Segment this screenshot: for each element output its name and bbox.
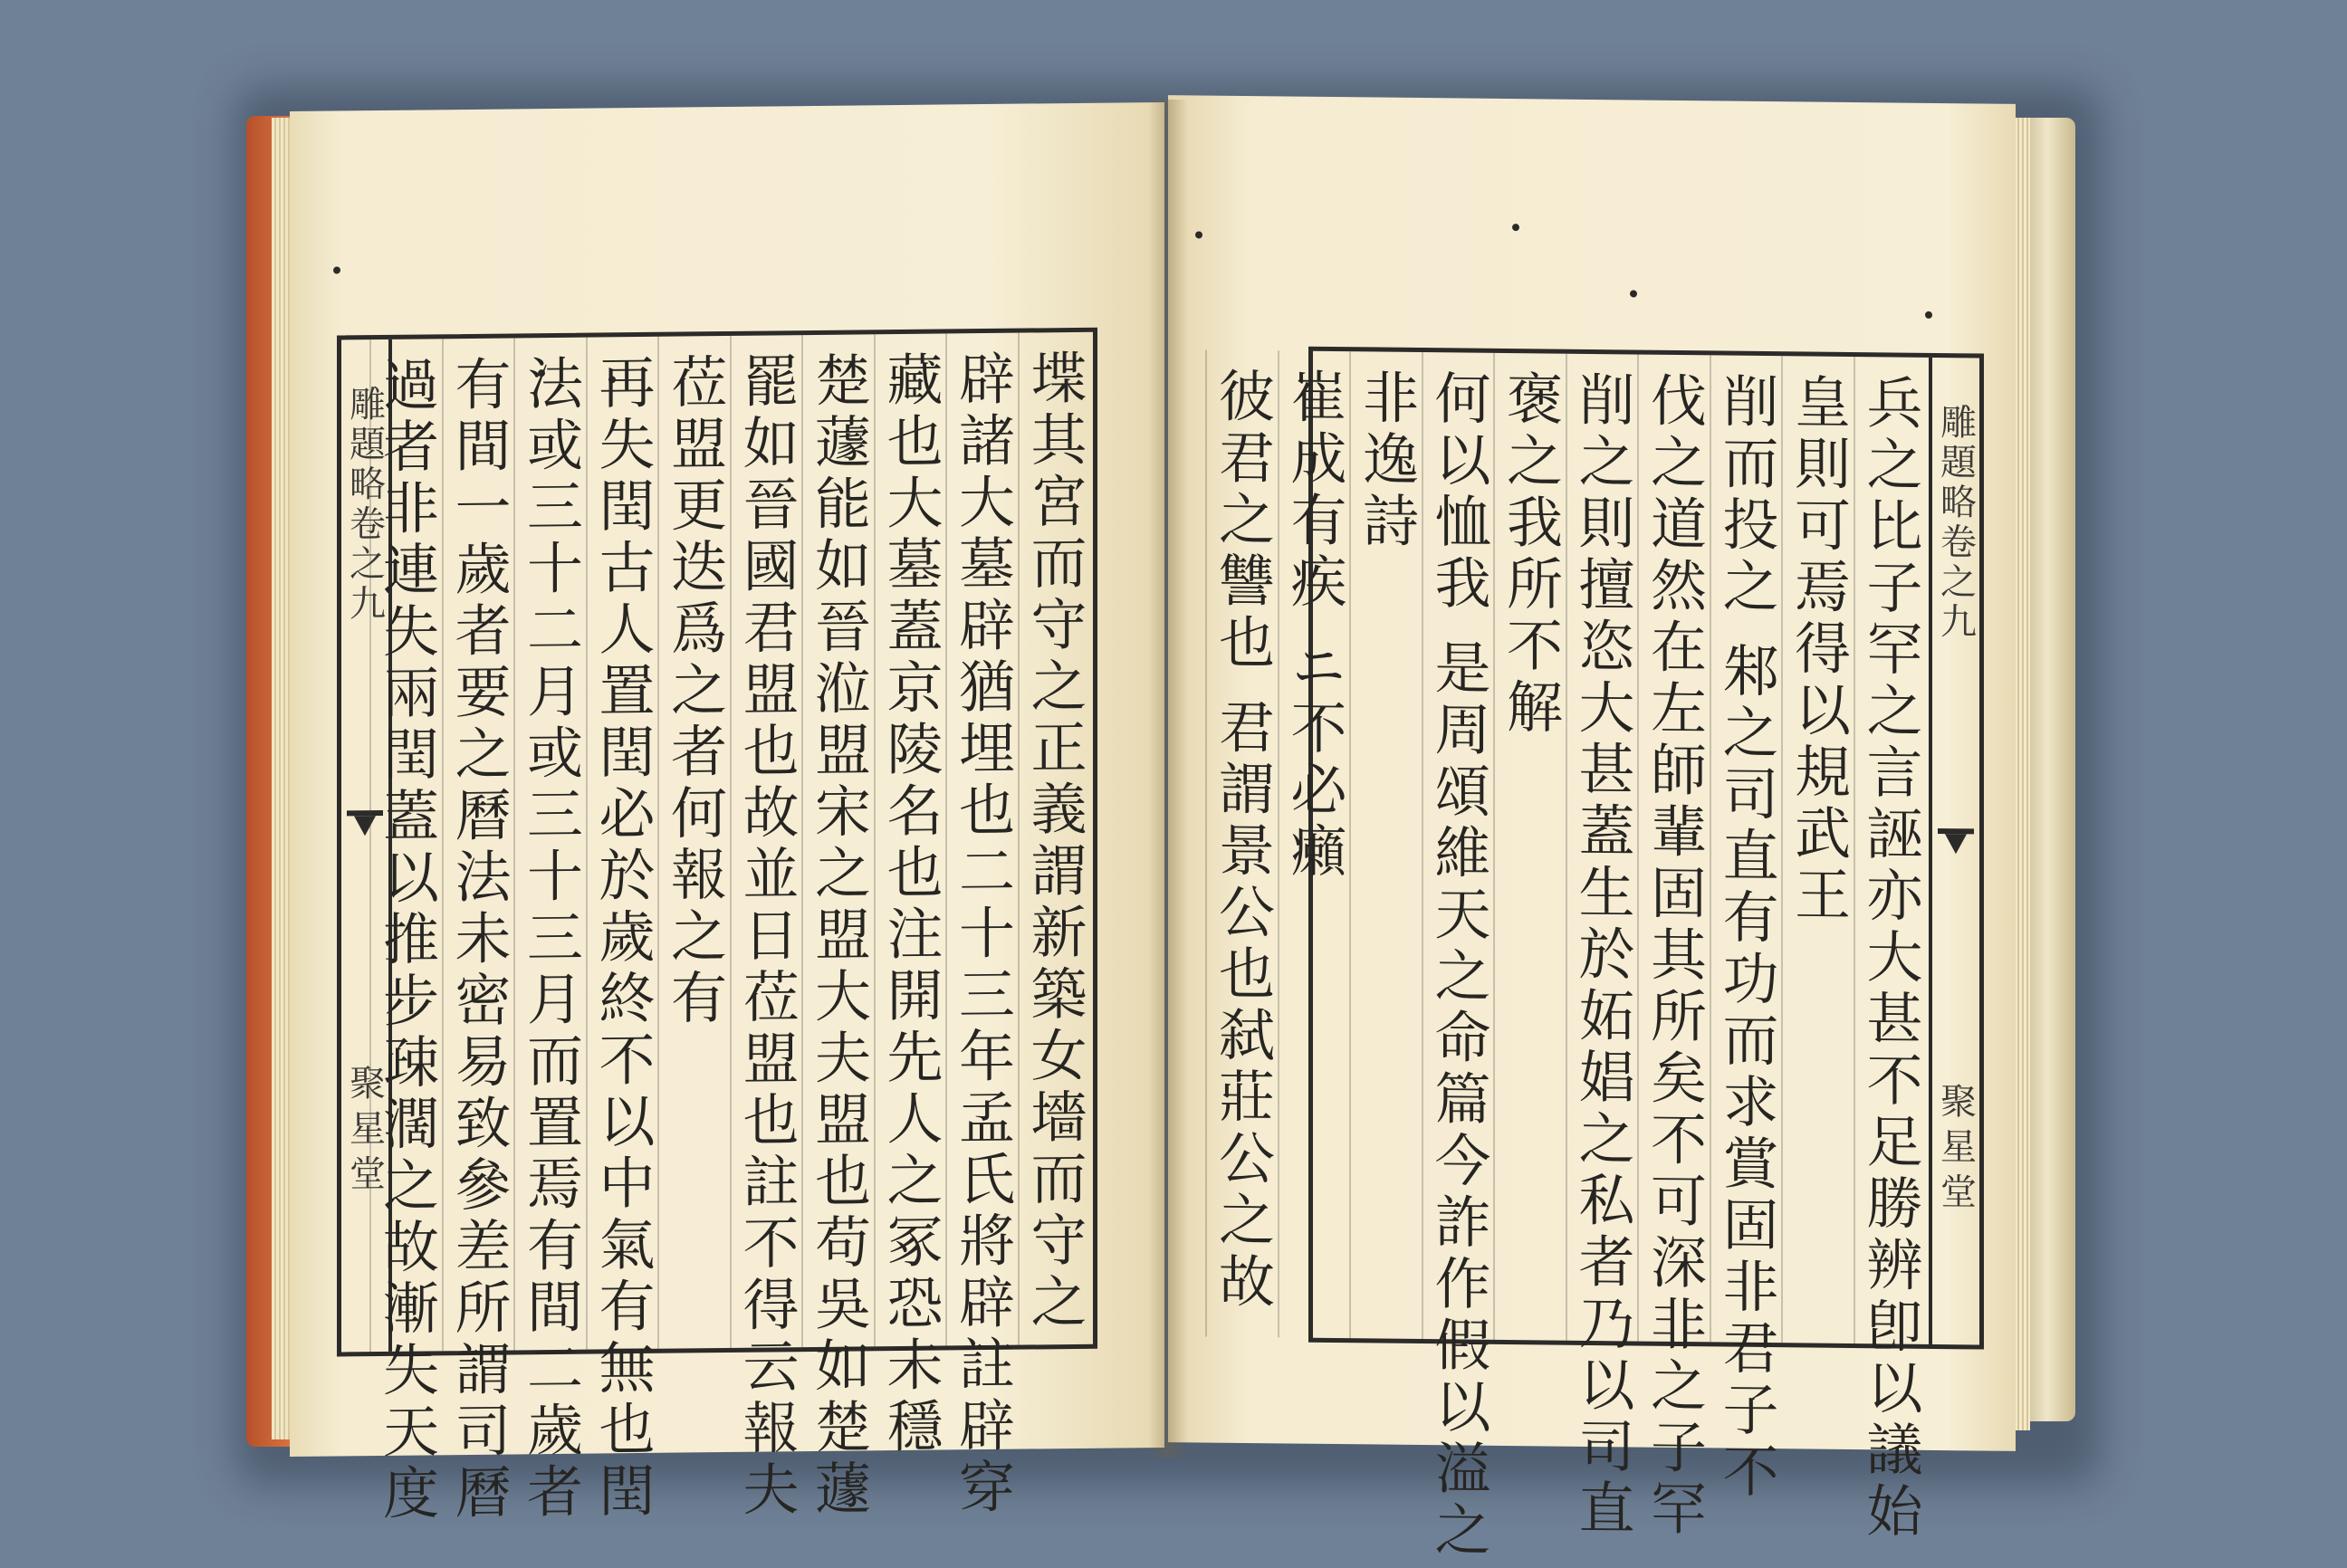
text-column: 罷如晉國君盟也故並日莅盟也註不得云報夫 (730, 335, 802, 1348)
text-column: 彼君之讐也 君謂景公也弑莊公之故 (1205, 350, 1278, 1338)
text-column: 有間一歲者要之曆法未密易致參差所謂司曆 (442, 338, 514, 1351)
book-cover-right (2028, 118, 2075, 1421)
text-column: 褒之我所不解 (1493, 353, 1566, 1341)
text-column: 堞其宮而守之正義謂新築女墻而守之 (1018, 332, 1090, 1345)
binding-hole (1925, 311, 1932, 319)
binding-hole (333, 266, 340, 273)
text-columns-left (373, 332, 1089, 1526)
banxin-publisher: 聚星堂 (343, 1063, 386, 1200)
text-column: 過者非連失兩閏蓋以推步疎濶之故漸失天度 (369, 339, 442, 1352)
text-columns-right (1209, 351, 1925, 1563)
text-column: 削之則擅恣大甚蓋生於妬娼之私者乃以司直 (1566, 354, 1638, 1342)
text-column: 伐之道然在左師輩固其所矣不可深非之子罕 (1637, 355, 1710, 1343)
text-column: 莅盟更迭爲之者何報之有 (657, 336, 730, 1349)
text-column: 何以恤我 是周頌維天之命篇今詐作假以溢之 (1422, 352, 1494, 1340)
book-gutter (1148, 100, 1188, 1458)
text-column: 藏也大墓蓋京陵名也注開先人之冢恐未穩 (874, 333, 946, 1346)
text-frame-left (337, 328, 1097, 1526)
right-page (1168, 95, 2016, 1563)
text-column: 楚蘧能如晉涖盟宋之盟大夫盟也苟吳如楚蘧 (801, 334, 874, 1347)
text-column: 非逸詩 (1349, 351, 1422, 1339)
left-page (290, 102, 1164, 1526)
text-column: 崔成有疾 ニ不必癩 (1278, 350, 1350, 1338)
binding-hole (1195, 231, 1202, 238)
binding-hole (1512, 224, 1519, 231)
text-column: 皇則可焉得以規武王 (1781, 356, 1854, 1343)
text-column: 法或三十二月或三十三月而置焉有間二歲者 (513, 338, 586, 1351)
text-column: 辟諸大墓辟猶埋也二十三年孟氏將辟註辟穿 (945, 333, 1018, 1346)
text-frame-right (1209, 347, 1984, 1563)
binding-hole (1630, 290, 1637, 297)
text-column: 兵之比子罕之言誣亦大甚不足勝辨卽以議始 (1854, 357, 1926, 1344)
banxin-publisher: 聚星堂 (1934, 1081, 1977, 1219)
banxin-title: 雕題略卷之九 (1934, 402, 1977, 643)
banxin-right (1929, 358, 1979, 1345)
fishtail-mark (1938, 828, 1974, 866)
text-column: 再失閏古人置閏必於歲終不以中氣有無也閏 (586, 337, 658, 1350)
text-column: 削而投之 邾之司直有功而求賞固非君子不 (1710, 355, 1782, 1343)
banxin-title: 雕題略卷之九 (343, 384, 386, 625)
